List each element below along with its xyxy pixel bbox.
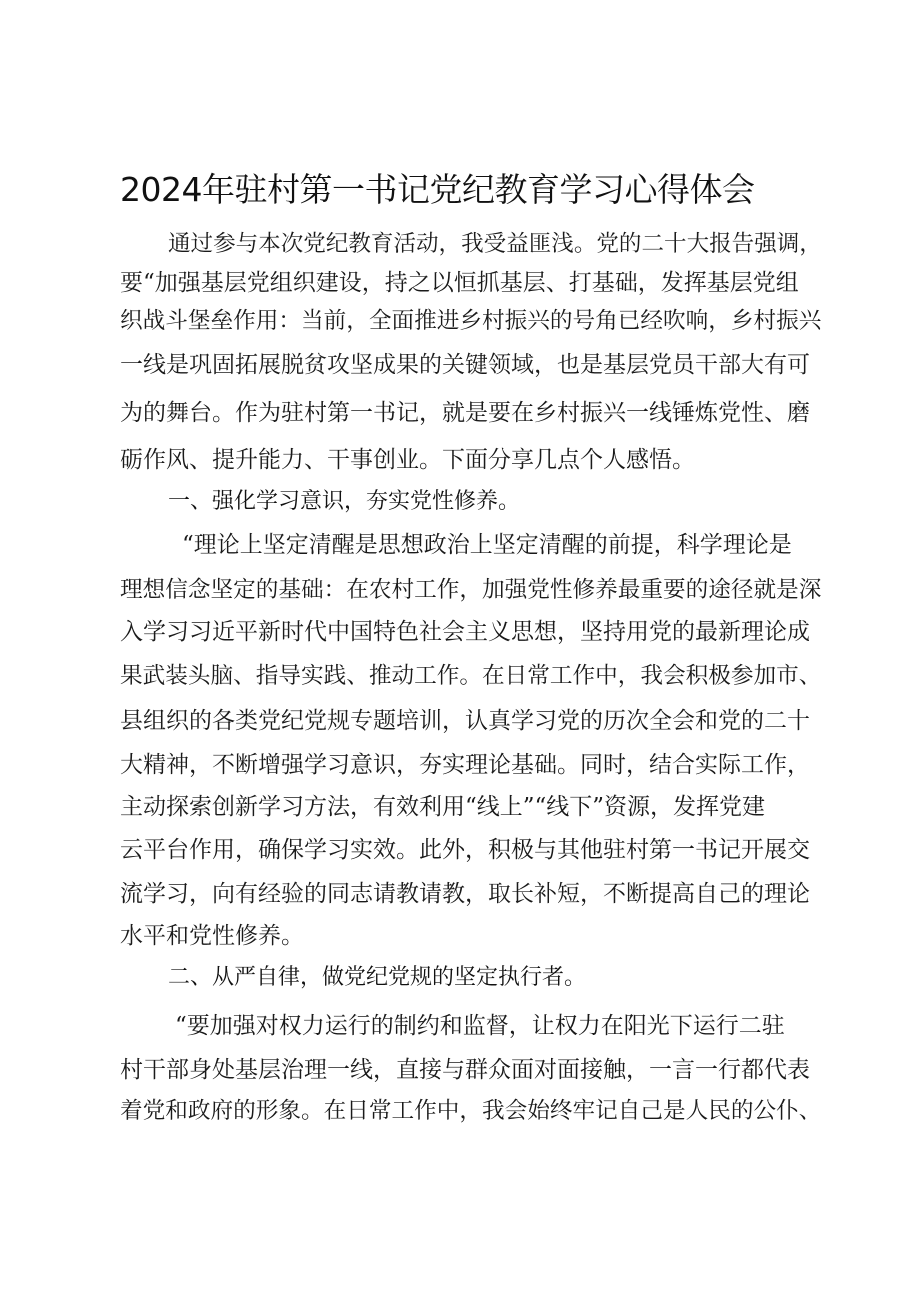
intro-line: 织战斗堡垒作用：当前，全面推进乡村振兴的号角已经吹响，乡村振兴 bbox=[120, 308, 822, 334]
body-line: “理论上坚定清醒是思想政治上坚定清醒的前提，科学理论是 bbox=[182, 532, 792, 558]
body-line: 大精神，不断增强学习意识，夯实理论基础。同时，结合实际工作， bbox=[120, 752, 810, 778]
intro-line: 为的舞台。作为驻村第一书记，就是要在乡村振兴一线锤炼党性、磨 bbox=[120, 400, 810, 426]
body-line: 主动探索创新学习方法，有效利用“线上”“线下”资源，发挥党建 bbox=[120, 794, 766, 820]
body-line: 着党和政府的形象。在日常工作中，我会始终牢记自己是人民的公仆、 bbox=[120, 1098, 822, 1124]
body-line: 果武装头脑、指导实践、推动工作。在日常工作中，我会积极参加市、 bbox=[120, 663, 822, 689]
body-line: 流学习，向有经验的同志请教请教，取长补短，不断提高自己的理论 bbox=[120, 881, 810, 907]
body-line: 水平和党性修养。 bbox=[120, 923, 304, 949]
body-line: 村干部身处基层治理一线，直接与群众面对面接触，一言一行都代表 bbox=[120, 1057, 810, 1083]
body-line: 云平台作用，确保学习实效。此外，积极与其他驻村第一书记开展交 bbox=[120, 837, 810, 863]
intro-line: 一线是巩固拓展脱贫攻坚成果的关键领域，也是基层党员干部大有可 bbox=[120, 352, 810, 378]
intro-line: 砺作风、提升能力、干事创业。下面分享几点个人感悟。 bbox=[120, 447, 695, 473]
section-heading: 一、强化学习意识，夯实党性修养。 bbox=[168, 489, 521, 514]
document-title: 2024年驻村第一书记党纪教育学习心得体会 bbox=[120, 170, 755, 209]
intro-line: 通过参与本次党纪教育活动，我受益匪浅。党的二十大报告强调， bbox=[168, 231, 822, 257]
body-line: 县组织的各类党纪党规专题培训，认真学习党的历次全会和党的二十 bbox=[120, 708, 810, 734]
body-line: 入学习习近平新时代中国特色社会主义思想，坚持用党的最新理论成 bbox=[120, 619, 810, 645]
body-line: “要加强对权力运行的制约和监督，让权力在阳光下运行二驻 bbox=[175, 1013, 785, 1039]
body-line: 理想信念坚定的基础：在农村工作，加强党性修养最重要的途径就是深 bbox=[120, 577, 822, 603]
intro-line: 要“加强基层党组织建设，持之以恒抓基层、打基础，发挥基层党组 bbox=[120, 270, 799, 296]
section-heading: 二、从严自律，做党纪党规的坚定执行者。 bbox=[168, 965, 587, 990]
